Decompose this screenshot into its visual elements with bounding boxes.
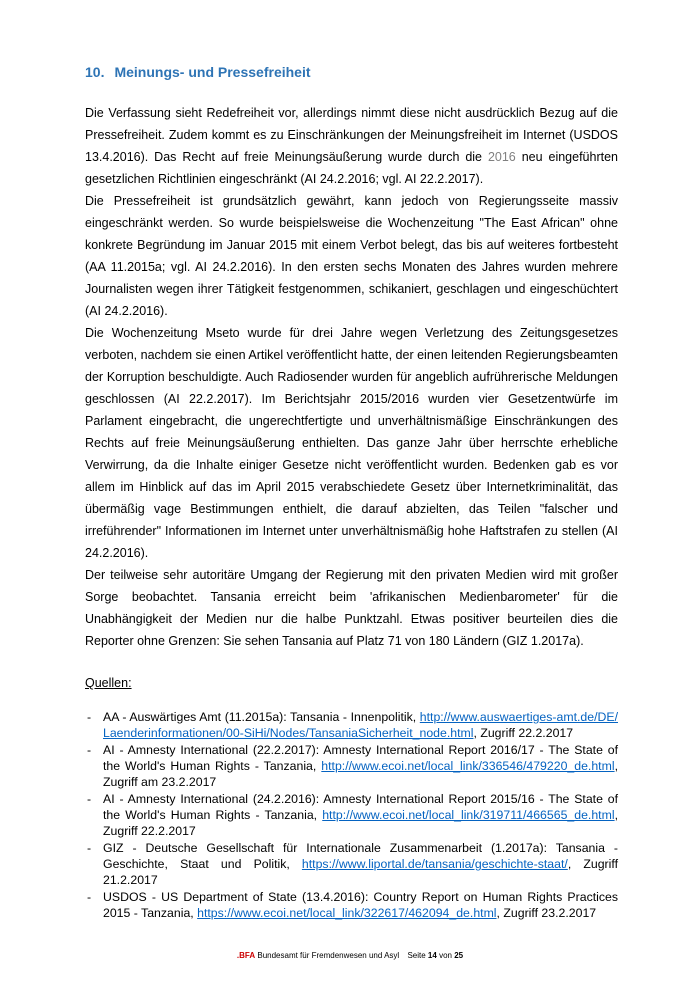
source-link[interactable]: http://www.auswaertiges-amt.de/DE/Laenderinformationen/00-SiHi/Nodes/TansaniaSicherheit_node.html bbox=[103, 710, 618, 740]
page-footer bbox=[0, 951, 700, 960]
footer-page-info bbox=[407, 951, 463, 960]
source-item bbox=[85, 791, 618, 839]
source-entry-text bbox=[103, 710, 618, 740]
section-heading bbox=[85, 64, 618, 80]
sources-list bbox=[85, 709, 618, 921]
sources-heading: Quellen: bbox=[85, 676, 132, 690]
body-paragraph bbox=[85, 190, 618, 322]
source-link[interactable]: http://www.ecoi.net/local_link/336546/479220_de.html bbox=[321, 759, 615, 773]
text-run: GIZ - Deutsche Gesellschaft für Internationale Zusammenarbeit (1.2017a): Tansania - Geschichte, Staat und Politik, bbox=[103, 841, 618, 871]
source-link[interactable]: https://www.liportal.de/tansania/geschichte-staat/ bbox=[301, 857, 568, 871]
body-paragraphs bbox=[85, 102, 618, 652]
body-paragraph bbox=[85, 102, 618, 190]
text-run: Die Wochenzeitung Mseto wurde für drei Jahre wegen Verletzung des Zeitungsgesetzes verboten, nachdem sie einen Artikel veröffentlicht hatte, der einen leitenden Regierungsbeamten der Korruption beschuldigte. Auch Radiosender wurden für angeblich aufrührerische Meldungen geschlossen (AI 22.2.2017). Im Berichtsjahr 2015/2016 wurden vier Gesetzentwürfe im Parlament eingebracht, die ungerechtfertigte und unverhältnismäßige Einschränkungen des Rechts auf freie Meinungsäußerung enthielten. Das ganze Jahr über herrschte erhebliche Verwirrung, da die Inhalte einiger Gesetze nicht veröffentlicht wurden. Bedenken gab es vor allem im Hinblick auf das im April 2015 verabschiedete Gesetz über Internetkriminalität, das übermäßig vage Bestimmungen enthielt, die darauf abzielten, das Teilen "falscher und irreführender" Informationen im Internet unter unverhältnismäßig hohe Haftstrafen zu stellen (AI 24.2.2016). bbox=[85, 326, 618, 560]
text-run: Die Verfassung sieht Redefreiheit vor, allerdings nimmt diese nicht ausdrücklich Bezug auf die Pressefreiheit. Zudem kommt es zu Einschränkungen der Meinungsfreiheit im Internet (USDOS 13.4.2016). Das Recht auf freie Meinungsäußerung wurde durch die bbox=[85, 106, 618, 164]
text-run: , Zugriff 22.2.2017 bbox=[473, 726, 574, 740]
footer-office-name: Bundesamt für Fremdenwesen und Asyl bbox=[257, 951, 400, 960]
text-run: , Zugriff 23.2.2017 bbox=[496, 906, 597, 920]
text-run: neu eingeführten gesetzlichen Richtlinien eingeschränkt (AI 24.2.2016; vgl. AI 22.2.2017). bbox=[85, 150, 618, 186]
body-paragraph bbox=[85, 564, 618, 652]
list-dash-marker: - bbox=[87, 710, 92, 724]
footer-page-total: 25 bbox=[454, 951, 464, 960]
text-run: , Zugriff 22.2.2017 bbox=[103, 808, 618, 838]
source-link[interactable]: http://www.ecoi.net/local_link/319711/466565_de.html bbox=[322, 808, 615, 822]
footer-page-number: 14 bbox=[427, 951, 437, 960]
source-entry-text bbox=[103, 841, 618, 887]
list-dash-marker: - bbox=[87, 890, 92, 904]
text-run: Der teilweise sehr autoritäre Umgang der Regierung mit den privaten Medien wird mit großer Sorge beobachtet. Tansania erreicht beim 'afrikanischen Medienbarometer' für die Unabhängigkeit der Medien nur die halbe Punktzahl. Etwas positiver beurteilen dies die Reporter ohne Grenzen: Sie sehen Tansania auf Platz 71 von 180 Ländern (GIZ 1.2017a). bbox=[85, 568, 618, 648]
footer-von-label: von bbox=[439, 951, 452, 960]
list-dash-marker: - bbox=[87, 743, 92, 757]
body-paragraph bbox=[85, 322, 618, 564]
text-run: AI - Amnesty International (24.2.2016): Amnesty International Report 2015/16 - The State of the World's Human Rights - Tanzania, bbox=[103, 792, 618, 822]
source-entry-text bbox=[103, 743, 618, 789]
source-entry-text bbox=[103, 890, 618, 920]
bfa-logo-text: .BFA bbox=[236, 951, 256, 960]
source-entry-text bbox=[103, 792, 618, 838]
source-item bbox=[85, 742, 618, 790]
text-run: AI - Amnesty International (22.2.2017): Amnesty International Report 2016/17 - The State of the World's Human Rights - Tanzania, bbox=[103, 743, 618, 773]
section-title: Meinungs- und Pressefreiheit bbox=[114, 64, 311, 80]
source-item bbox=[85, 889, 618, 921]
footer-seite-label: Seite bbox=[407, 951, 426, 960]
section-number: 10. bbox=[85, 64, 105, 80]
text-run: Die Pressefreiheit ist grundsätzlich gewährt, kann jedoch von Regierungsseite massiv eingeschränkt werden. So wurde beispielsweise die Wochenzeitung "The East African" ohne konkrete Begründung im Januar 2015 mit einem Verbot belegt, das bis auf weiteres fortbesteht (AA 11.2015a; vgl. AI 24.2.2016). In den ersten sechs Monaten des Jahres wurden mehrere Journalisten wegen ihrer Tätigkeit festgenommen, schikaniert, geschlagen und eingeschüchtert (AI 24.2.2016). bbox=[85, 194, 618, 318]
text-run: , Zugriff 21.2.2017 bbox=[103, 857, 618, 887]
text-run: 2016 bbox=[487, 150, 516, 164]
source-link[interactable]: https://www.ecoi.net/local_link/322617/462094_de.html bbox=[197, 906, 497, 920]
source-item bbox=[85, 709, 618, 741]
text-run: USDOS - US Department of State (13.4.2016): Country Report on Human Rights Practices 2015 - Tanzania, bbox=[103, 890, 618, 920]
list-dash-marker: - bbox=[87, 841, 92, 855]
text-run: , Zugriff am 23.2.2017 bbox=[103, 759, 618, 789]
source-item bbox=[85, 840, 618, 888]
text-run: AA - Auswärtiges Amt (11.2015a): Tansania - Innenpolitik, bbox=[103, 710, 420, 724]
list-dash-marker: - bbox=[87, 792, 92, 806]
